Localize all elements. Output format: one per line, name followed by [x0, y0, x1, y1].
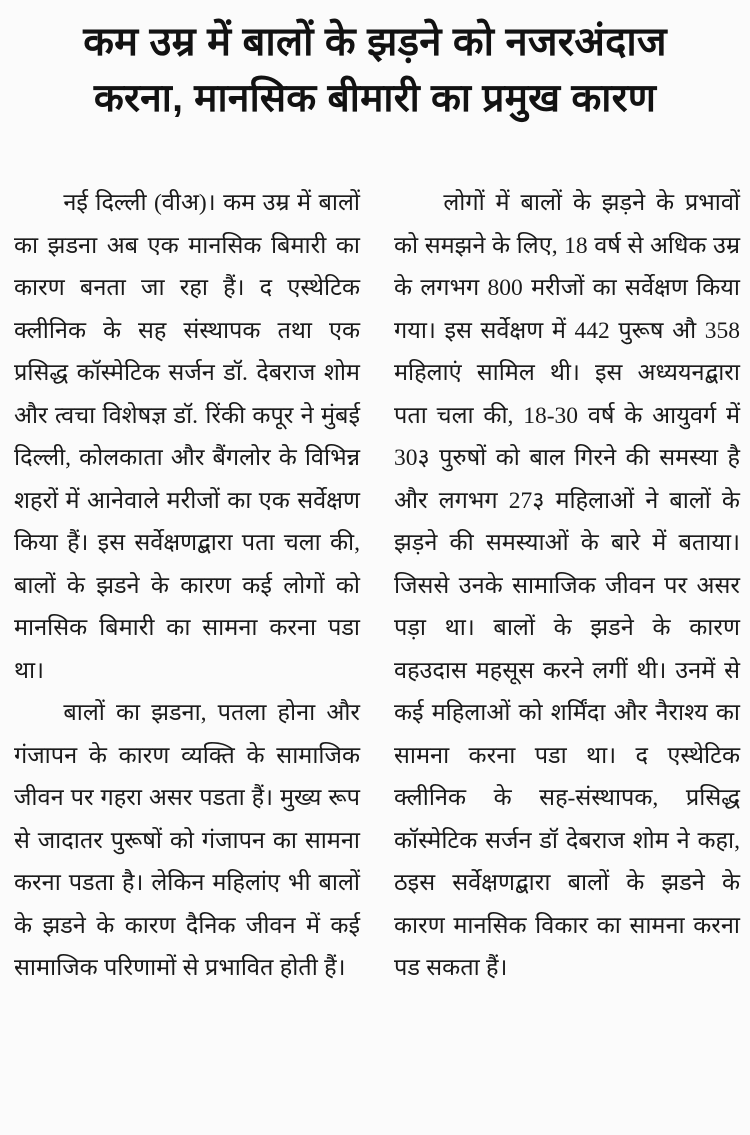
article-body — [14, 182, 740, 1129]
paragraph: बालों का झडना, पतला होना और गंजापन के कारण व्यक्ति के सामाजिक जीवन पर गहरा असर पडता हैं। मुख्य रूप से जादातर पुरूषों को गंजापन का सामना करना पडता है। लेकिन महिलांए भी बालों के झडने के कारण दैनिक जीवन में कई सामाजिक परिणामों से प्रभावित होती हैं। — [14, 700, 360, 981]
paragraph: लोगों में बालों के झड़ने के प्रभावों को समझने के लिए, 18 वर्ष से अधिक उम्र के लगभग 800 मरीजों का सर्वेक्षण किया गया। इस सर्वेक्षण में 442 पुरूष औ‍ 358 महिलाएं सामिल थी। इस अध्ययनद्बारा पता चला की, 18-30 वर्ष के आयुवर्ग में 30३ पुरुषों को बाल गिरने की समस्या है और लगभग 27३ महिलाओं ने बालों के झड़ने की समस्याओं के बारे में बताया। जिससे उनके सामाजिक जीवन पर असर पड़ा था। बालों के झडने के कारण वहउदास महसूस करने लगीं थी। उनमें से कई महिलाओं को शर्मिंदा और नैराश्य का सामना करना पडा था। द एस्थेटिक क्लीनिक के सह-संस्थापक, प्रसिद्ध कॉस्मेटिक सर्जन डॉ देबराज शोम ने कहा, ठइस सर्वेक्षणद्बारा बालों के झडने के कारण मानसिक विकार का सामना करना पड सकता हैं। — [394, 190, 740, 981]
column-left — [14, 182, 360, 990]
headline-line-2: करना, मानसिक बीमारी का प्रमुख कारण — [93, 76, 657, 120]
headline — [0, 0, 750, 130]
headline-line-1: कम उम्र में बालों के झड़ने को नजरअंदाज — [83, 20, 667, 64]
column-right — [394, 182, 740, 990]
paragraph: नई दिल्ली (वीअ)। कम उम्र में बालों का झडना अब एक मानसिक बिमारी का कारण बनता जा रहा हैं। द एस्थेटिक क्लीनिक के सह संस्थापक तथा एक प्रसिद्ध कॉस्मेटिक सर्जन डॉ. देबराज शोम और त्वचा विशेषज्ञ डॉ. रिंकी कपूर ने मुंबई दिल्ली, कोलकाता और बैंगलोर के विभिन्न शहरों में आनेवाले मरीजों का एक सर्वेक्षण किया हैं। इस सर्वेक्षणद्बारा पता चला की, बालों के झडने के कारण कई लोगों को मानसिक बिमारी का सामना करना पडा था। — [14, 190, 360, 684]
